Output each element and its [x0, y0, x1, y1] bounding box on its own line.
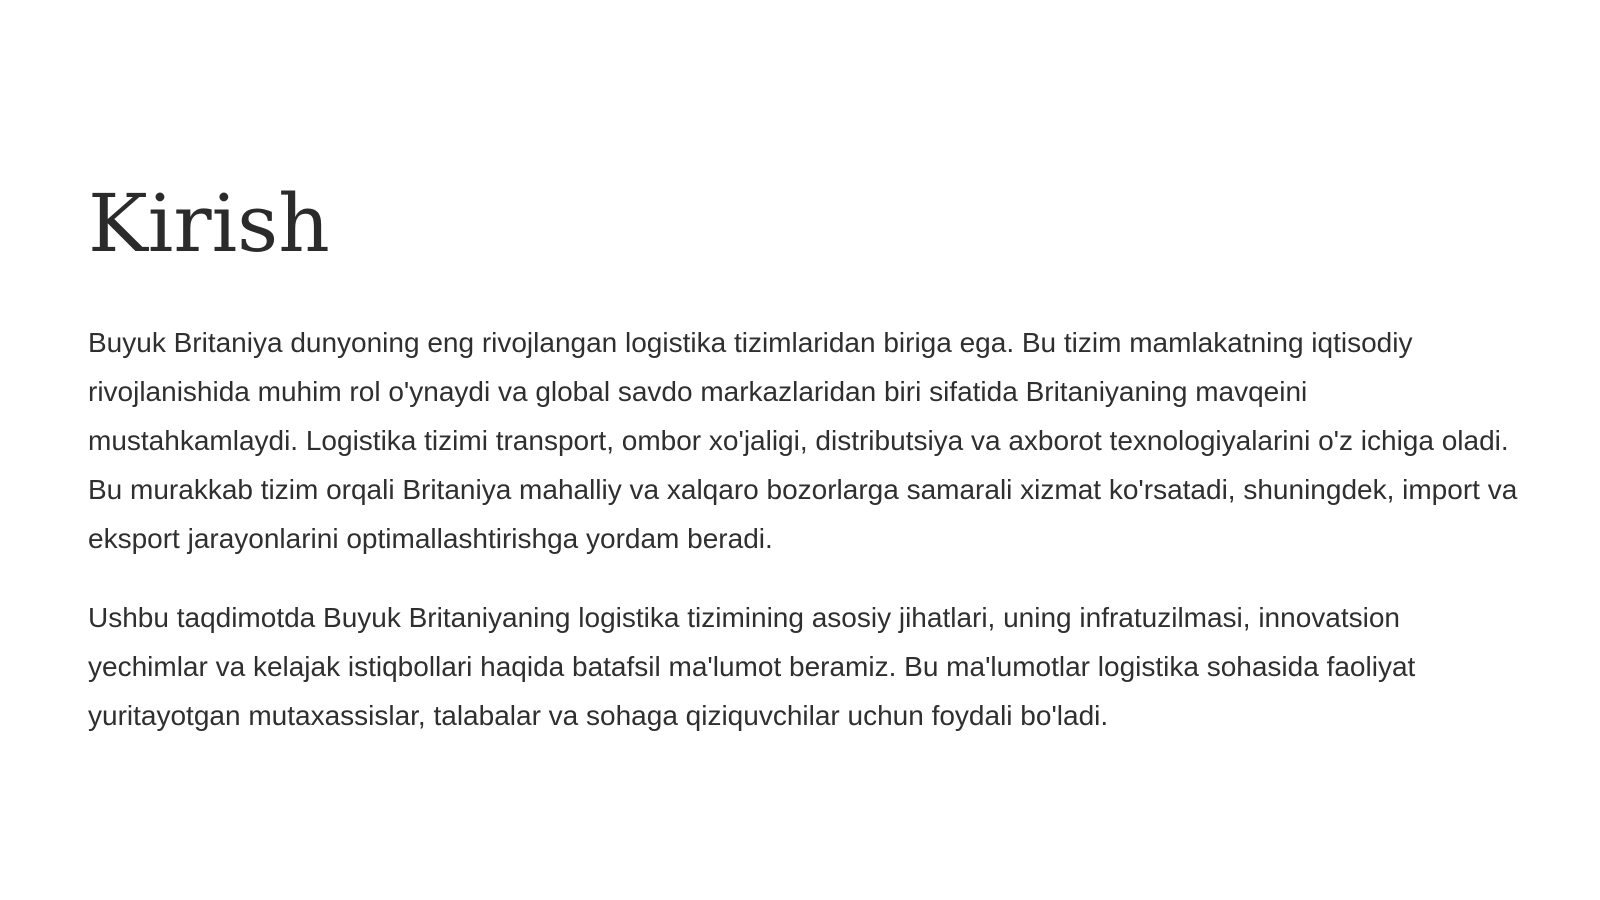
slide-title: Kirish	[88, 177, 330, 270]
intro-paragraph-1: Buyuk Britaniya dunyoning eng rivojlangan logistika tizimlaridan biriga ega. Bu tizim mamlakatning iqtisodiy rivojlanishida muhim rol o'ynaydi va global savdo markazlaridan biri sifatida Britaniyaning mavqeini mustahkamlaydi. Logistika tizimi transport, ombor xo'jaligi, distributsiya va axborot texnologiyalarini o'z ichiga oladi. Bu murakkab tizim orqali Britaniya mahalliy va xalqaro bozorlarga samarali xizmat ko'rsatadi, shuningdek, import va eksport jarayonlarini optimallashtirishga yordam beradi.	[88, 327, 1518, 554]
intro-paragraph-2: Ushbu taqdimotda Buyuk Britaniyaning logistika tizimining asosiy jihatlari, uning infratuzilmasi, innovatsion yechimlar va kelajak istiqbollari haqida batafsil ma'lumot beramiz. Bu ma'lumotlar logistika sohasida faoliyat yuritayotgan mutaxassislar, talabalar va sohaga qiziquvchilar uchun foydali bo'ladi.	[88, 602, 1416, 731]
slide-body	[88, 318, 1518, 770]
